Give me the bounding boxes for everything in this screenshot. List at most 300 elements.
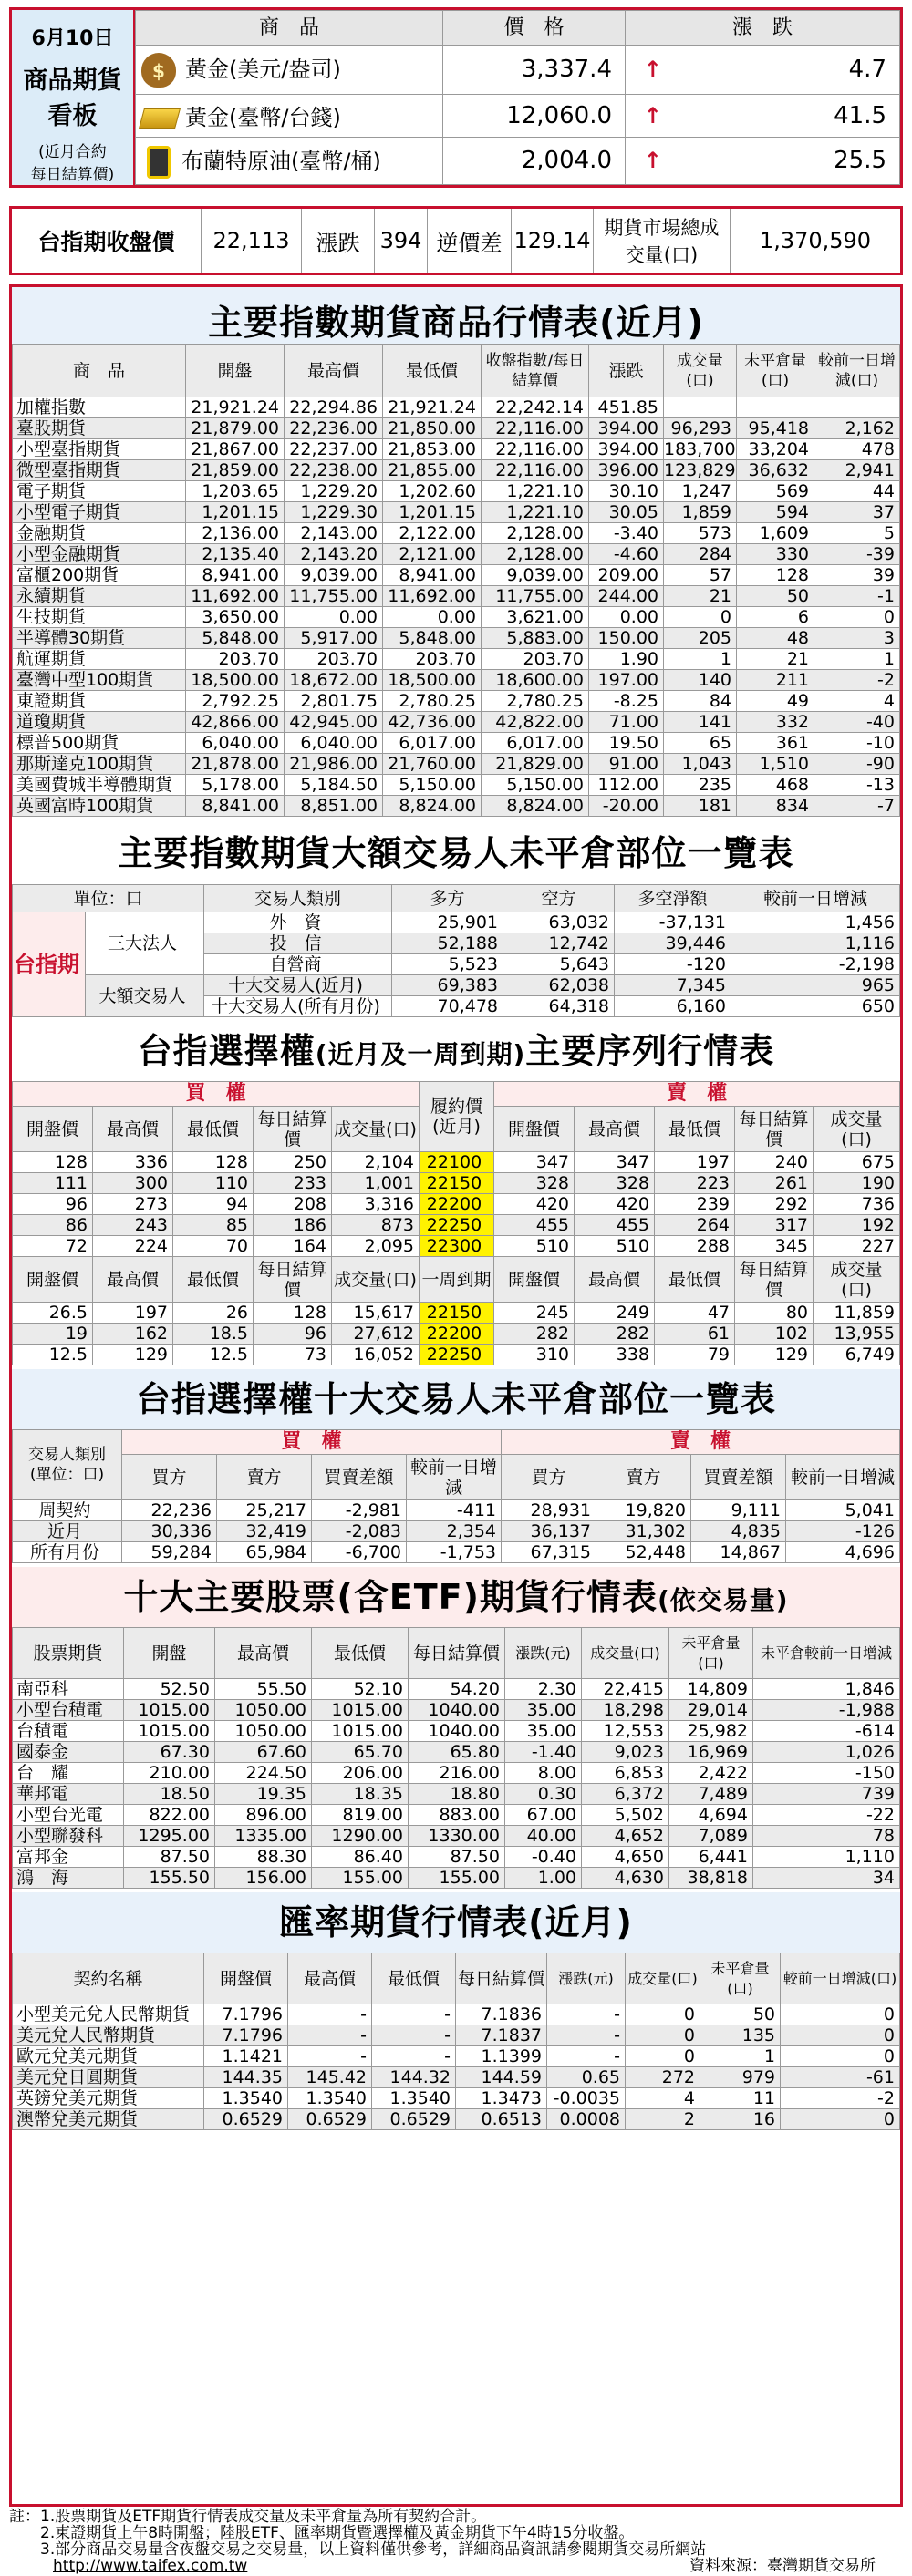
cell: 32,419 [217, 1521, 312, 1542]
cell: 216.00 [409, 1763, 505, 1784]
board-title2: 看板 [47, 102, 98, 130]
cell: 6,853 [582, 1763, 669, 1784]
table-row [13, 1700, 900, 1721]
call-header: 買 權 [13, 1082, 420, 1107]
product-name: 東證期貨 [13, 691, 186, 712]
cell: 2,136.00 [186, 523, 285, 544]
cell: 1,221.10 [482, 481, 589, 502]
cell: 48 [737, 628, 814, 649]
cell: 873 [332, 1215, 420, 1236]
contract-type: 近月 [13, 1521, 122, 1542]
cell: 22,116.00 [482, 439, 589, 460]
cell: 13,955 [814, 1324, 900, 1345]
cell: 6,017.00 [383, 733, 482, 754]
table-row [13, 460, 900, 481]
s4-header: 賣方 [217, 1455, 312, 1500]
strike-price: 22100 [420, 1152, 494, 1173]
cell: 0.6529 [288, 2109, 372, 2130]
cell: 4,650 [582, 1847, 669, 1868]
section3-title: 台指選擇權(近月及一周到期)主要序列行情表 [137, 1031, 775, 1071]
cell: 30.10 [589, 481, 664, 502]
cell: 49 [737, 691, 814, 712]
cell: 3 [814, 628, 900, 649]
cell: 394.00 [589, 418, 664, 439]
cell: 36,137 [502, 1521, 596, 1542]
cell: 1.00 [505, 1868, 582, 1889]
cell: 164 [254, 1236, 332, 1257]
cell: 1,229.30 [285, 502, 383, 523]
option-header: 成交量(口) [814, 1107, 900, 1152]
cell: 140 [664, 670, 737, 691]
cell: 233 [254, 1173, 332, 1194]
cell: 42,822.00 [482, 712, 589, 733]
cell: 5,643 [503, 954, 615, 975]
product-name: 電子期貨 [13, 481, 186, 502]
product-name: 小型臺指期貨 [13, 439, 186, 460]
s2-header: 空方 [503, 885, 615, 912]
note-2: 2.東證期貨上午8時開盤；陸股ETF、匯率期貨暨選擇權及黃金期貨下午4時15分收盤。 [40, 2524, 635, 2542]
cell: 30,336 [122, 1521, 217, 1542]
cell: -37,131 [615, 912, 731, 933]
cell: 249 [575, 1303, 655, 1324]
product-name: 永續期貨 [13, 586, 186, 607]
s1-header: 收盤指數/每日結算價 [482, 345, 589, 397]
table-row [13, 2025, 900, 2046]
cell: 29,014 [669, 1700, 753, 1721]
cell: 1.3540 [288, 2088, 372, 2109]
cell: 7.1836 [456, 2004, 547, 2025]
option-header: 成交量(口) [332, 1107, 420, 1152]
cell: 2,135.40 [186, 544, 285, 565]
cell: 1,116 [731, 933, 900, 954]
side-label: 台指期 [13, 912, 86, 1017]
tx-vol-label: 期貨市場總成交量(口) [594, 209, 731, 273]
option-header: 成交量(口) [814, 1257, 900, 1303]
cell: -13 [814, 775, 900, 796]
cell: 70,478 [392, 996, 503, 1017]
cell: 21 [664, 586, 737, 607]
cell: 739 [753, 1784, 900, 1805]
cell: 675 [814, 1152, 900, 1173]
cell: 21,921.24 [186, 397, 285, 418]
cell: 11,755.00 [482, 586, 589, 607]
contract-name: 南亞科 [13, 1679, 124, 1700]
commodity-board [9, 7, 903, 188]
table-row [13, 1868, 900, 1889]
cell: 2,143.00 [285, 523, 383, 544]
stock-futures-table [12, 1627, 900, 1889]
s6-header: 契約名稱 [13, 1953, 204, 2004]
cell: -10 [814, 733, 900, 754]
cell: 94 [173, 1194, 254, 1215]
cell: 197 [93, 1303, 173, 1324]
table-row [13, 649, 900, 670]
cell: 979 [700, 2067, 781, 2088]
cell: 1015.00 [312, 1700, 409, 1721]
cell: 52,448 [596, 1542, 691, 1563]
cell: 819.00 [312, 1805, 409, 1826]
option-header: 成交量(口) [332, 1257, 420, 1303]
cell: 4,652 [582, 1826, 669, 1847]
s6-header: 較前一日增減(口) [781, 1953, 900, 2004]
table-row [13, 2046, 900, 2067]
table-row [13, 1805, 900, 1826]
cell: 19.50 [589, 733, 664, 754]
contract-name: 鴻 海 [13, 1868, 124, 1889]
cell: 210.00 [124, 1763, 215, 1784]
cell: -126 [786, 1521, 900, 1542]
cell: 7.1837 [456, 2025, 547, 2046]
cell: 240 [735, 1152, 814, 1173]
cell: 338 [575, 1345, 655, 1365]
cell: 21,878.00 [186, 754, 285, 775]
cell: 22,116.00 [482, 418, 589, 439]
s4-header: 較前一日增減 [786, 1455, 900, 1500]
tx-chg: 394 [375, 209, 428, 273]
s5-header: 最高價 [215, 1628, 312, 1679]
cell: 19.35 [215, 1784, 312, 1805]
table-row [13, 1215, 900, 1236]
cell: 1330.00 [409, 1826, 505, 1847]
cell: 1,229.20 [285, 481, 383, 502]
s4-header: 買賣差額 [312, 1455, 407, 1500]
cell: 64,318 [503, 996, 615, 1017]
cell: 396.00 [589, 460, 664, 481]
cell: 181 [664, 796, 737, 817]
s1-header: 較前一日增減(口) [814, 345, 900, 397]
cell: 282 [575, 1324, 655, 1345]
cell: 123,829 [664, 460, 736, 480]
product-name: 半導體30期貨 [13, 628, 186, 649]
cell: 112.00 [589, 775, 664, 796]
cell: 21,760.00 [383, 754, 482, 775]
cell: 8,941.00 [383, 565, 482, 586]
product-name: 臺灣中型100期貨 [13, 670, 186, 691]
option-header: 開盤價 [494, 1257, 575, 1303]
cell: 18,672.00 [285, 670, 383, 691]
table-row [13, 1345, 900, 1365]
contract-name: 澳幣兌美元期貨 [13, 2109, 204, 2130]
cell: 50 [737, 586, 814, 607]
cell: 7,489 [669, 1784, 753, 1805]
cell: 84 [664, 691, 737, 712]
cell: 14,867 [691, 1542, 786, 1563]
cell: 1 [814, 649, 900, 670]
note-1: 註：1.股票期貨及ETF期貨行情表成交量及未平倉量為所有契約合計。 [9, 2508, 487, 2526]
cell: 4,630 [582, 1868, 669, 1889]
index-futures-table [12, 344, 900, 817]
table-row [13, 691, 900, 712]
board-row-brent: 布蘭特原油(臺幣/桶) 2,004.0 ↑ 25.5 [136, 137, 900, 184]
cell: 128 [173, 1152, 254, 1173]
table-row [13, 2067, 900, 2088]
cell: 3,316 [332, 1194, 420, 1215]
cell: 211 [737, 670, 814, 691]
cell: 6,441 [669, 1847, 753, 1868]
cell: 2,143.20 [285, 544, 383, 565]
table-row [13, 670, 900, 691]
cell: 135 [700, 2025, 781, 2046]
s5-header: 漲跌(元) [505, 1628, 582, 1679]
cell: -0.0035 [547, 2088, 626, 2109]
cell: 14,809 [669, 1679, 753, 1700]
cell: 345 [735, 1236, 814, 1257]
cell: 129 [93, 1345, 173, 1365]
cell: 162 [93, 1324, 173, 1345]
cell: 965 [731, 975, 900, 996]
table-row [13, 1236, 900, 1257]
cell: 22,236 [122, 1500, 217, 1521]
cell: 186 [254, 1215, 332, 1236]
s4-header: 賣方 [596, 1455, 691, 1500]
cell: 224.50 [215, 1763, 312, 1784]
s4-header: 較前一日增減 [407, 1455, 502, 1500]
taifex-link[interactable]: http://www.taifex.com.tw [53, 2557, 248, 2575]
cell: 8,824.00 [383, 796, 482, 817]
cell: 31,302 [596, 1521, 691, 1542]
cell: 7,089 [669, 1826, 753, 1847]
cell: 736 [814, 1194, 900, 1215]
cell: 96,293 [664, 418, 737, 439]
contract-name: 小型台積電 [13, 1700, 124, 1721]
cell: 42,866.00 [186, 712, 285, 733]
cell: 594 [737, 502, 814, 523]
cell: 1015.00 [312, 1721, 409, 1742]
cell: 42,945.00 [285, 712, 383, 733]
cell: 0 [626, 2025, 700, 2046]
cell: 0.00 [589, 607, 664, 628]
product-name: 那斯達克100期貨 [13, 754, 186, 775]
cell: 52.10 [312, 1679, 409, 1700]
cell: 573 [664, 523, 737, 544]
cell: 244.00 [589, 586, 664, 607]
option-header: 最低價 [655, 1107, 735, 1152]
cell: 0.30 [505, 1784, 582, 1805]
table-row [13, 481, 900, 502]
option-header: 每日結算價 [254, 1107, 332, 1152]
table-row [13, 1826, 900, 1847]
cell: 822.00 [124, 1805, 215, 1826]
cell: 156.00 [215, 1868, 312, 1889]
s6-header: 漲跌(元) [547, 1953, 626, 2004]
cell: 1,202.60 [383, 481, 482, 502]
board-date: 6月10日 [31, 27, 114, 50]
contract-name: 富邦金 [13, 1847, 124, 1868]
cell: 9,111 [691, 1500, 786, 1521]
cell: 8,851.00 [285, 796, 383, 817]
s6-header: 最低價 [372, 1953, 456, 2004]
cell: 223 [655, 1173, 735, 1194]
cell: - [372, 2004, 456, 2025]
cell: 21,921.24 [383, 397, 482, 418]
cell: 347 [494, 1152, 575, 1173]
cell: - [372, 2046, 456, 2067]
cell: 203.70 [383, 649, 482, 670]
contract-name: 美元兌人民幣期貨 [13, 2025, 204, 2046]
board-row-gold-usd: $ 黃金(美元/盎司) 3,337.4 ↑ 4.7 [136, 46, 900, 95]
cell: 5,041 [786, 1500, 900, 1521]
option-header: 每日結算價 [254, 1257, 332, 1303]
tx-chg-label: 漲跌 [302, 209, 375, 273]
contract-name: 台 耀 [13, 1763, 124, 1784]
cell: 0.0008 [547, 2109, 626, 2130]
cell: 61 [655, 1324, 735, 1345]
s6-header: 最高價 [288, 1953, 372, 2004]
cell: 4,694 [669, 1805, 753, 1826]
cell: 208 [254, 1194, 332, 1215]
s5-header: 未平倉較前一日增減 [753, 1628, 900, 1679]
cell: 1,221.10 [482, 502, 589, 523]
cell: 243 [93, 1215, 173, 1236]
strike-price: 22200 [420, 1194, 494, 1215]
cell: 203.70 [482, 649, 589, 670]
cell: 35.00 [505, 1700, 582, 1721]
cell: 54.20 [409, 1679, 505, 1700]
tx-close: 22,113 [202, 209, 302, 273]
product-name: 標普500期貨 [13, 733, 186, 754]
cell: 227 [814, 1236, 900, 1257]
option-header: 開盤價 [494, 1107, 575, 1152]
table-row [13, 1542, 900, 1563]
cell: 310 [494, 1345, 575, 1365]
cell: 28,931 [502, 1500, 596, 1521]
cell: 18,298 [582, 1700, 669, 1721]
cell: 1050.00 [215, 1721, 312, 1742]
cell: -0.40 [505, 1847, 582, 1868]
table-row [13, 733, 900, 754]
cell: 1015.00 [124, 1721, 215, 1742]
cell: 111 [13, 1173, 93, 1194]
cell: 9,039.00 [285, 565, 383, 586]
arrow-up-icon: ↑ [643, 148, 662, 174]
cell: 12,553 [582, 1721, 669, 1742]
cell: -20.00 [589, 796, 664, 817]
product-name: 小型電子期貨 [13, 502, 186, 523]
cell: 650 [731, 996, 900, 1017]
cell: 1040.00 [409, 1721, 505, 1742]
table-row [13, 418, 900, 439]
cell: 5,883.00 [482, 628, 589, 649]
cell: 4,696 [786, 1542, 900, 1563]
s2-header: 多空淨額 [615, 885, 731, 912]
cell: -1,988 [753, 1700, 900, 1721]
contract-name: 英鎊兌美元期貨 [13, 2088, 204, 2109]
cell: -2,083 [312, 1521, 407, 1542]
gold-bar-icon [139, 108, 181, 129]
cell: 2,354 [407, 1521, 502, 1542]
s4-header: 買方 [122, 1455, 217, 1500]
cell: 1,201.15 [186, 502, 285, 523]
fx-futures-table [12, 1953, 900, 2130]
cell: -3.40 [589, 523, 664, 544]
table-row [13, 523, 900, 544]
table-row [13, 565, 900, 586]
board-row-gold-twd: 黃金(臺幣/台錢) 12,060.0 ↑ 41.5 [136, 94, 900, 137]
s5-header: 每日結算價 [409, 1628, 505, 1679]
cell: 25,982 [669, 1721, 753, 1742]
s4-put: 賣 權 [502, 1430, 900, 1455]
trader-type: 投 信 [204, 933, 392, 954]
cell: 33,204 [737, 439, 814, 460]
table-row [13, 975, 900, 996]
cell: 245 [494, 1303, 575, 1324]
cell: 5,917.00 [285, 628, 383, 649]
table-row [13, 397, 900, 418]
cell: -7 [814, 796, 900, 817]
cell: 52,188 [392, 933, 503, 954]
contract-type: 所有月份 [13, 1542, 122, 1563]
s4-call: 買 權 [122, 1430, 502, 1455]
product-name: 小型金融期貨 [13, 544, 186, 565]
board-title-box [12, 10, 135, 185]
cell: 5 [814, 523, 900, 544]
strike-header: 一周到期 [420, 1257, 494, 1303]
cell: 6,160 [615, 996, 731, 1017]
cell: 1335.00 [215, 1826, 312, 1847]
cell: 86 [13, 1215, 93, 1236]
cell: 57 [664, 565, 737, 586]
cell: 15,617 [332, 1303, 420, 1324]
cell: 6,749 [814, 1345, 900, 1365]
cell: 478 [814, 439, 900, 460]
cell: - [547, 2004, 626, 2025]
cell: 141 [664, 712, 737, 733]
option-header: 最高價 [93, 1107, 173, 1152]
board-header-price: 價 格 [443, 11, 626, 46]
tx-basis-label: 逆價差 [428, 209, 512, 273]
cell: 0 [814, 607, 900, 628]
contract-name: 小型美元兌人民幣期貨 [13, 2004, 204, 2025]
cell: 47 [655, 1303, 735, 1324]
cell: 834 [737, 796, 814, 817]
cell: 2,941 [814, 460, 900, 481]
arrow-up-icon: ↑ [643, 102, 662, 129]
contract-name: 小型聯發科 [13, 1826, 124, 1847]
table-row [13, 2109, 900, 2130]
cell [814, 397, 900, 418]
cell: 22,236.00 [285, 418, 383, 439]
cell: 455 [575, 1215, 655, 1236]
cell: 1,609 [737, 523, 814, 544]
table-row [13, 1763, 900, 1784]
cell: 35.00 [505, 1721, 582, 1742]
cell: 102 [735, 1324, 814, 1345]
cell: 144.35 [204, 2067, 288, 2088]
cell: -2 [781, 2088, 900, 2109]
product-name: 加權指數 [13, 397, 186, 418]
cell: 12.5 [13, 1345, 93, 1365]
cell: 63,032 [503, 912, 615, 933]
cell: 36,632 [737, 460, 814, 481]
cell: -2 [814, 670, 900, 691]
cell: 203.70 [285, 649, 383, 670]
table-row [13, 1500, 900, 1521]
strike-price: 22250 [420, 1345, 494, 1365]
cell [664, 397, 737, 418]
cell: 34 [753, 1868, 900, 1889]
cell: -2,198 [731, 954, 900, 975]
note-3: 3.部分商品交易量含夜盤交易之交易量，以上資料僅供參考，詳細商品資訊請參閱期貨交易所網站 [40, 2540, 707, 2559]
cell: 144.59 [456, 2067, 547, 2088]
cell: 336 [93, 1152, 173, 1173]
product-name: 道瓊期貨 [13, 712, 186, 733]
cell: 332 [737, 712, 814, 733]
cell: 155.00 [312, 1868, 409, 1889]
section6-title: 匯率期貨行情表(近月) [12, 1892, 900, 1953]
cell: -61 [781, 2067, 900, 2088]
cell: 1290.00 [312, 1826, 409, 1847]
cell: 0.6513 [456, 2109, 547, 2130]
